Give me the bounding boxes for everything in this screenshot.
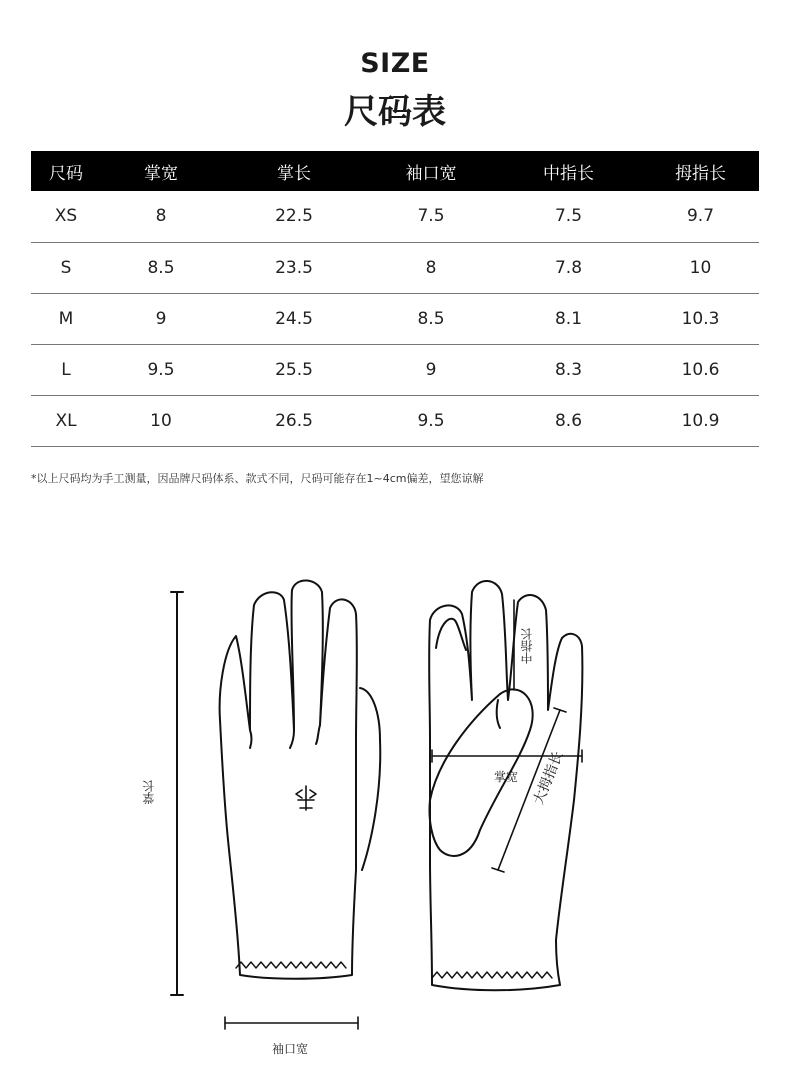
table-cell: 10.6: [681, 359, 720, 380]
column-header-thumb: 拇指长: [675, 163, 726, 184]
table-cell: 8.1: [554, 308, 583, 329]
measurement-note: *以上尺码均为手工测量，因品牌尺码体系、款式不同，尺码可能存在1~4cm偏差，望您谅解: [31, 472, 484, 485]
right-glove-palm: [429, 581, 582, 990]
thumb-length-label: 大拇指长: [530, 749, 567, 808]
palm-length-label: 掌长: [142, 780, 156, 804]
table-cell: 10: [689, 257, 712, 278]
cuff-width-label: 袖口宽: [272, 1042, 309, 1056]
table-cell: 7.5: [417, 206, 445, 227]
table-row: [31, 242, 759, 293]
left-glove-back: [220, 580, 381, 978]
table-cell: 23.5: [275, 257, 313, 278]
logo-icon: [296, 786, 316, 810]
table-cell: 8.3: [554, 359, 583, 380]
table-row: [31, 344, 759, 395]
column-header-cuff-width: 袖口宽: [405, 163, 457, 184]
table-cell: 7.8: [554, 257, 583, 278]
column-header-size: 尺码: [49, 163, 83, 184]
palm-width-label: 掌宽: [494, 770, 519, 784]
table-cell: L: [61, 359, 71, 380]
table-cell: 7.5: [554, 206, 583, 227]
title-cn: 尺码表: [344, 92, 446, 132]
table-row: [31, 191, 759, 242]
palm-length-dimension: [171, 592, 183, 995]
table-cell: 25.5: [275, 359, 313, 380]
table-header-row: [31, 151, 759, 191]
table-row: [31, 395, 759, 446]
table-cell: 10.3: [681, 308, 720, 329]
table-cell: 9.5: [147, 359, 175, 380]
table-cell: 22.5: [275, 206, 313, 227]
table-cell: 8.6: [554, 410, 583, 431]
table-row: [31, 293, 759, 344]
column-header-palm-length: 掌长: [277, 163, 311, 184]
middle-finger-label: 中指长: [520, 628, 534, 664]
size-table: [31, 151, 759, 447]
table-cell: 24.5: [275, 308, 313, 329]
table-cell: M: [58, 308, 74, 329]
glove-diagram: [0, 560, 790, 1077]
table-cell: 8: [155, 206, 167, 227]
table-cell: 9: [425, 359, 437, 380]
table-cell: XS: [54, 206, 78, 227]
table-cell: 8.5: [147, 257, 175, 278]
table-cell: XL: [55, 410, 77, 431]
table-cell: 8: [425, 257, 437, 278]
table-cell: 10.9: [681, 410, 720, 431]
table-cell: 8.5: [417, 308, 445, 329]
table-cell: 9.5: [417, 410, 445, 431]
table-cell: 9: [155, 308, 167, 329]
table-cell: 9.7: [686, 206, 715, 227]
column-header-palm-width: 掌宽: [144, 163, 178, 184]
table-cell: 10: [150, 410, 172, 431]
title-en: SIZE: [360, 48, 430, 79]
column-header-middle-finger: 中指长: [543, 163, 594, 184]
table-cell: 26.5: [275, 410, 313, 431]
cuff-width-dimension: [225, 1017, 358, 1029]
table-cell: S: [60, 257, 72, 278]
